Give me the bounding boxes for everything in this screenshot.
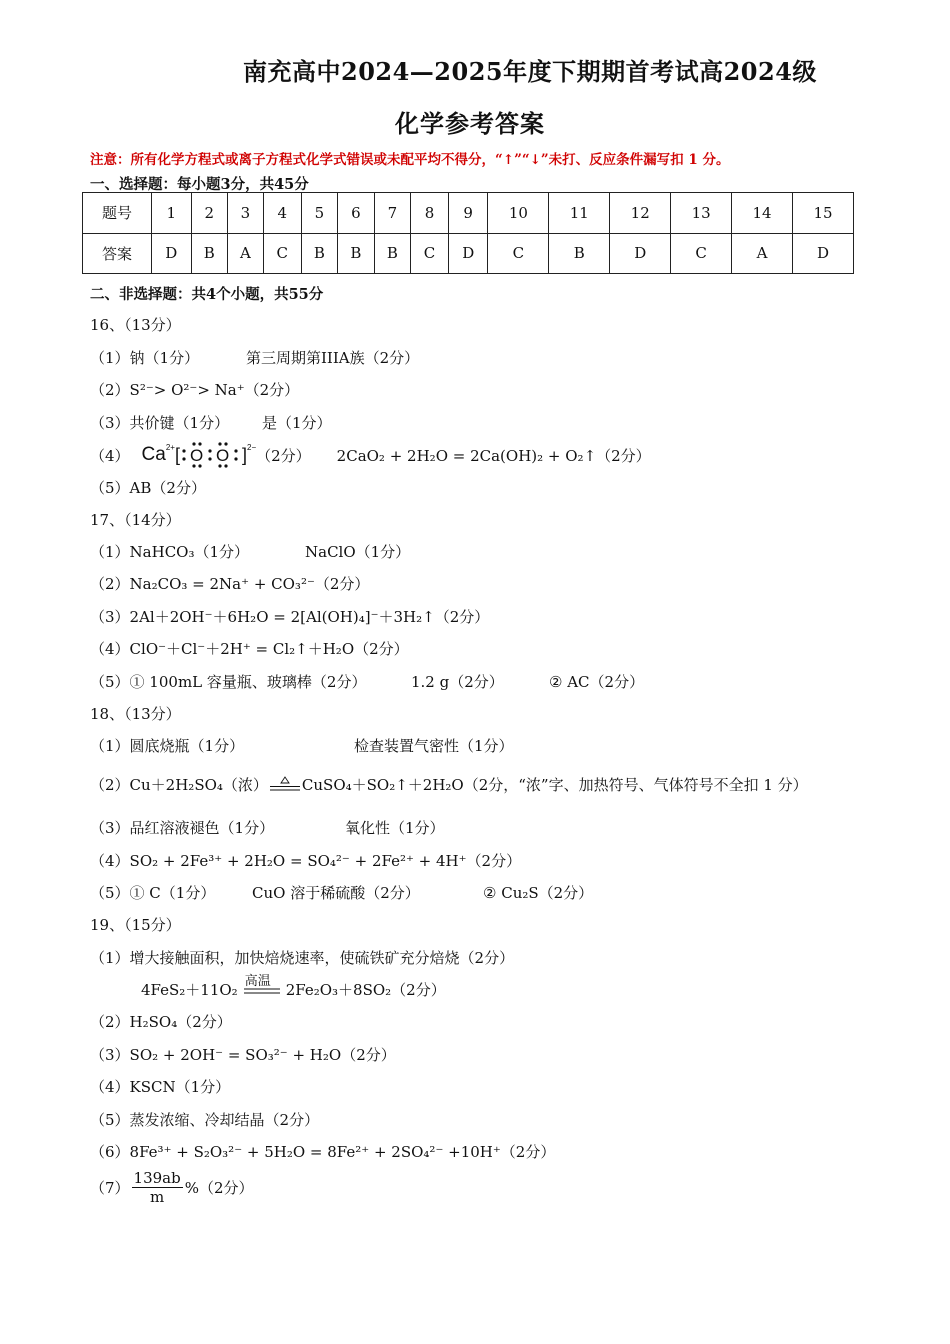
heating-condition-sign bbox=[268, 776, 302, 794]
section-heading-choice: 一、选择题：每小题3分，共45分 bbox=[90, 176, 309, 193]
table-cell: D bbox=[792, 233, 853, 274]
answer-17-4: （4）ClO⁻＋Cl⁻＋2H⁺ = Cl₂↑＋H₂O（2分） bbox=[90, 640, 409, 658]
table-cell: C bbox=[488, 233, 549, 274]
table-cell: C bbox=[671, 233, 732, 274]
svg-text:O: O bbox=[215, 446, 230, 465]
answer-table bbox=[82, 192, 854, 274]
table-cell: 10 bbox=[488, 193, 549, 234]
table-cell: D bbox=[448, 233, 488, 274]
table-cell: 15 bbox=[792, 193, 853, 234]
answer-18-5b: CuO 溶于稀硫酸（2分） bbox=[252, 884, 420, 902]
table-cell: 14 bbox=[732, 193, 793, 234]
answer-17-2: （2）Na₂CO₃ = 2Na⁺ + CO₃²⁻（2分） bbox=[90, 575, 370, 593]
table-cell: B bbox=[338, 233, 374, 274]
answer-16-5: （5）AB（2分） bbox=[90, 479, 206, 497]
peroxide-electron-dot-diagram bbox=[180, 442, 242, 468]
table-cell: 4 bbox=[263, 193, 301, 234]
table-cell: B bbox=[301, 233, 337, 274]
answer-17-5: （5）① 100mL 容量瓶、玻璃棒（2分） bbox=[90, 673, 367, 691]
answer-18-1: （1）圆底烧瓶（1分） bbox=[90, 737, 245, 755]
table-cell: B bbox=[374, 233, 410, 274]
table-cell: 7 bbox=[374, 193, 410, 234]
question-title-19: 19、（15分） bbox=[90, 916, 181, 934]
section-heading-nonchoice: 二、非选择题：共4个小题，共55分 bbox=[90, 286, 324, 303]
answer-19-6: （6）8Fe³⁺ + S₂O₃²⁻ + 5H₂O = 8Fe²⁺ + 2SO₄²⁻ +10H⁺（2分） bbox=[90, 1143, 556, 1161]
answer-16-2: （2）S²⁻> O²⁻> Na⁺（2分） bbox=[90, 381, 300, 399]
table-cell: B bbox=[191, 233, 227, 274]
table-row-answers bbox=[83, 233, 854, 274]
page-subtitle: 化学参考答案 bbox=[395, 109, 545, 138]
table-cell: 13 bbox=[671, 193, 732, 234]
answer-16-1b: 第三周期第IIIA族（2分） bbox=[246, 349, 420, 367]
svg-text:O: O bbox=[189, 446, 204, 465]
left-bracket: [ bbox=[174, 444, 180, 465]
answer-19-1-equation bbox=[141, 974, 446, 1000]
question-title-16: 16、（13分） bbox=[90, 316, 181, 334]
answer-19-1: （1）增大接触面积，加快焙烧速率，使硫铁矿充分焙烧（2分） bbox=[90, 949, 515, 967]
answer-17-5c: ② AC（2分） bbox=[549, 673, 645, 691]
table-cell: D bbox=[610, 233, 671, 274]
table-cell: 1 bbox=[152, 193, 192, 234]
table-cell: 2 bbox=[191, 193, 227, 234]
anion-charge: 2− bbox=[247, 442, 257, 452]
table-cell: 11 bbox=[549, 193, 610, 234]
notice-text: 注意：所有化学方程式或离子方程式化学式错误或未配平均不得分，“↑”“↓”未打、反应条件漏写扣 1 分。 bbox=[90, 152, 730, 168]
answer-18-2-right: CuSO₄＋SO₂↑＋2H₂O（2分，“浓”字、加热符号、气体符号不全扣 1 分） bbox=[301, 776, 808, 794]
table-cell: C bbox=[411, 233, 449, 274]
table-cell: 5 bbox=[301, 193, 337, 234]
answer-18-3: （3）品红溶液褪色（1分） bbox=[90, 819, 275, 837]
answer-18-5: （5）① C（1分） bbox=[90, 884, 216, 902]
answer-18-1b: 检查装置气密性（1分） bbox=[354, 737, 514, 755]
answer-16-4-prefix: （4） bbox=[90, 446, 130, 465]
answer-19-2: （2）H₂SO₄（2分） bbox=[90, 1013, 232, 1031]
answer-16-4-equation: 2CaO₂ + 2H₂O = 2Ca(OH)₂ + O₂↑（2分） bbox=[336, 446, 651, 465]
table-cell: 12 bbox=[610, 193, 671, 234]
answer-16-3: （3）共价键（1分） bbox=[90, 414, 230, 432]
table-cell: A bbox=[732, 233, 793, 274]
calcium-symbol: Ca bbox=[141, 444, 166, 465]
answer-19-4: （4）KSCN（1分） bbox=[90, 1078, 231, 1096]
table-cell: A bbox=[227, 233, 263, 274]
answer-19-3: （3）SO₂ + 2OH⁻ = SO₃²⁻ + H₂O（2分） bbox=[90, 1046, 396, 1064]
answer-17-3: （3）2Al＋2OH⁻＋6H₂O = 2[Al(OH)₄]⁻＋3H₂↑（2分） bbox=[90, 608, 490, 626]
answer-19-1-eq-left: 4FeS₂＋11O₂ bbox=[141, 980, 238, 999]
answer-18-4: （4）SO₂ + 2Fe³⁺ + 2H₂O = SO₄²⁻ + 2Fe²⁺ + 4H⁺（2分） bbox=[90, 852, 522, 870]
fraction-denominator: m bbox=[150, 1188, 165, 1206]
answer-16-3b: 是（1分） bbox=[262, 414, 332, 432]
answer-19-7-prefix: （7） bbox=[90, 1179, 130, 1197]
high-temperature-condition bbox=[242, 974, 282, 1000]
condition-label: 高温 bbox=[244, 974, 271, 989]
answer-16-1: （1）钠（1分） bbox=[90, 349, 200, 367]
table-cell: C bbox=[263, 233, 301, 274]
answer-19-1-eq-right: 2Fe₂O₃＋8SO₂（2分） bbox=[285, 980, 446, 999]
table-cell: 6 bbox=[338, 193, 374, 234]
calcium-charge: 2+ bbox=[165, 442, 175, 452]
answer-19-7-suffix: %（2分） bbox=[184, 1179, 254, 1197]
question-title-17: 17、（14分） bbox=[90, 511, 181, 529]
answer-18-5c: ② Cu₂S（2分） bbox=[483, 884, 594, 902]
answer-17-5b: 1.2 g（2分） bbox=[411, 673, 504, 691]
table-cell: B bbox=[549, 233, 610, 274]
answer-16-4 bbox=[90, 442, 651, 468]
table-cell: 9 bbox=[448, 193, 488, 234]
row-label: 答案 bbox=[83, 233, 152, 274]
table-cell: 8 bbox=[411, 193, 449, 234]
fraction bbox=[132, 1169, 183, 1206]
answer-18-2 bbox=[90, 774, 808, 795]
answer-19-5: （5）蒸发浓缩、冷却结晶（2分） bbox=[90, 1111, 320, 1129]
answer-17-1: （1）NaHCO₃（1分） bbox=[90, 543, 250, 561]
question-title-18: 18、（13分） bbox=[90, 705, 181, 723]
answer-16-4-score: （2分） bbox=[256, 446, 311, 465]
answer-18-2-left: （2）Cu＋2H₂SO₄（浓） bbox=[90, 776, 268, 794]
table-row-numbers bbox=[83, 193, 854, 234]
answer-17-1b: NaClO（1分） bbox=[305, 543, 411, 561]
right-bracket: ] bbox=[241, 444, 247, 465]
answer-19-7 bbox=[90, 1169, 254, 1206]
fraction-numerator: 139ab bbox=[133, 1169, 181, 1187]
page-title: 南充高中2024—2025年度下期期首考试高2024级 bbox=[243, 57, 817, 86]
answer-18-3b: 氧化性（1分） bbox=[345, 819, 445, 837]
table-cell: 3 bbox=[227, 193, 263, 234]
row-label: 题号 bbox=[83, 193, 152, 234]
electron-formula-cao2 bbox=[142, 442, 257, 468]
table-cell: D bbox=[152, 233, 192, 274]
